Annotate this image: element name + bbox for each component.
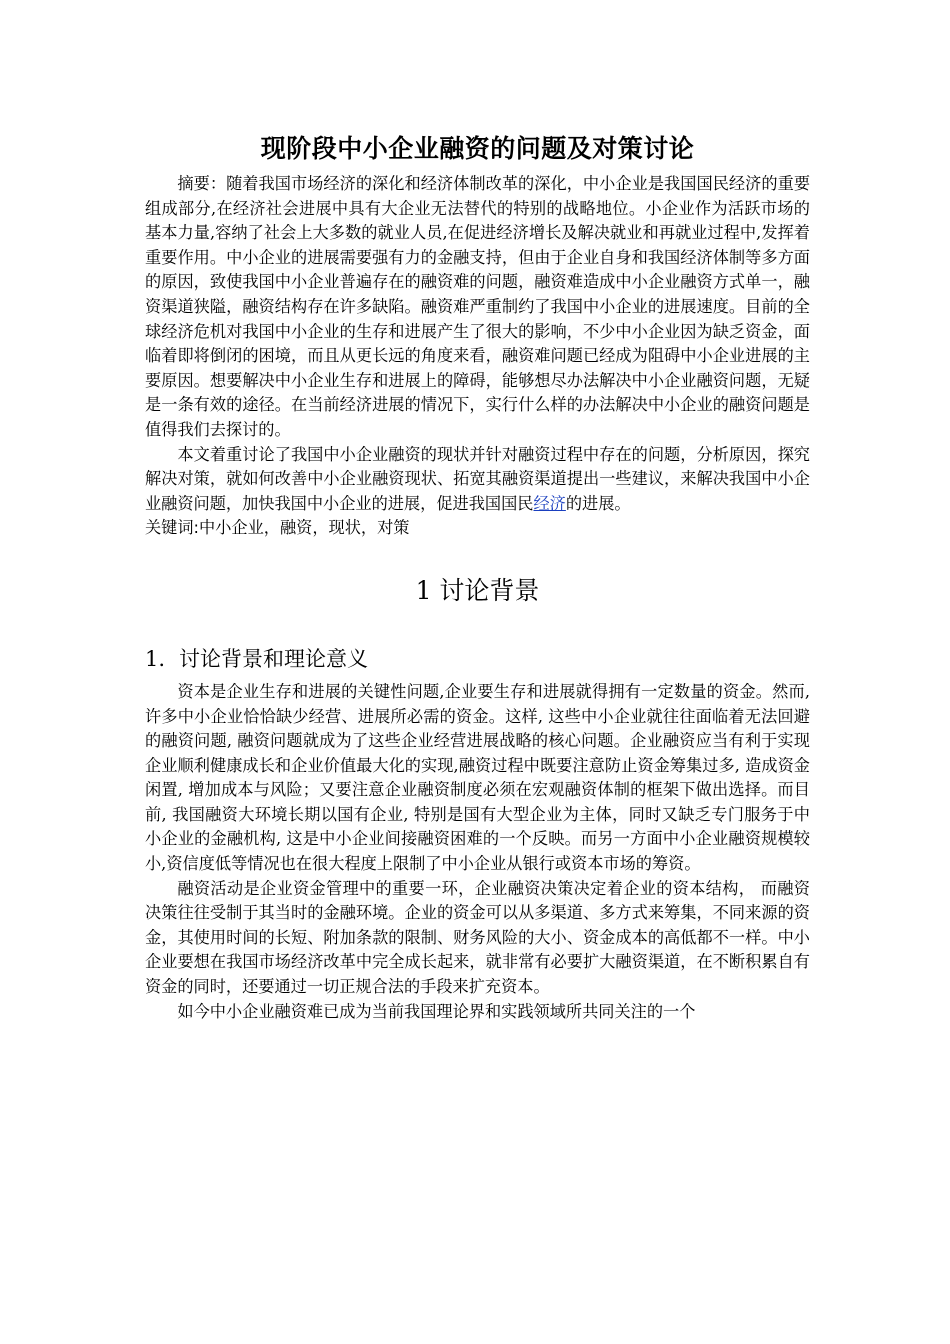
abstract-paragraph-2 bbox=[145, 443, 810, 517]
economy-link[interactable]: 经济 bbox=[533, 493, 566, 513]
document-title: 现阶段中小企业融资的问题及对策讨论 bbox=[260, 134, 695, 163]
section-heading bbox=[145, 642, 810, 676]
section-number: 1. bbox=[145, 646, 166, 671]
abstract-paragraph bbox=[145, 172, 810, 443]
body-paragraph-3: 如今中小企业融资难已成为当前我国理论界和实践领域所共同关注的一个 bbox=[177, 1001, 696, 1021]
body-paragraph-2: 融资活动是企业资金管理中的重要一环，企业融资决策决定着企业的资本结构， 而融资决策往往受制于其当时的金融环境。企业的资金可以从多渠道、多方式来筹集，不同来源的资金，其使用时间的长短、附加条款的限制、财务风险的大小、资金成本的高低都不一样。中小企业要想在我国市场经济改革中完全成长起来，就非常有必要扩大融资渠道，在不断积累自有资金的同时，还要通过一切正规合法的手段来扩充资本。 bbox=[145, 878, 810, 997]
abstract-label: 摘要： bbox=[177, 174, 227, 193]
abstract-text-2b: 的进展。 bbox=[565, 493, 631, 513]
keywords-label: 关键词: bbox=[145, 518, 200, 538]
document-page bbox=[145, 128, 810, 1024]
abstract-text-2a: 本文着重讨论了我国中小企业融资的现状并针对融资过程中存在的问题，分析原因，探究解决对策，就如何改善中小企业融资现状、拓宽其融资渠道提出一些建议，来解决我国中小企业融资问题，加快我国中小企业的进展，促进我国国民 bbox=[145, 444, 810, 513]
chapter-heading: 1 讨论背景 bbox=[415, 575, 540, 605]
keywords-value: 中小企业，融资，现状，对策 bbox=[199, 518, 410, 538]
abstract-text: 随着我国市场经济的深化和经济体制改革的深化，中小企业是我国国民经济的重要组成部分,在经济社会进展中具有大企业无法替代的特别的战略地位。小企业作为活跃市场的基本力量,容纳了社会上大多数的就业人员,在促进经济增长及解决就业和再就业过程中,发挥着重要作用。中小企业的进展需要强有力的金融支持，但由于企业自身和我国经济体制等多方面的原因，致使我国中小企业普遍存在的融资难的问题，融资难造成中小企业融资方式单一，融资渠道狭隘，融资结构存在许多缺陷。融资难严重制约了我国中小企业的进展速度。目前的全球经济危机对我国中小企业的生存和进展产生了很大的影响，不少中小企业因为缺乏资金，面临着即将倒闭的困境，而且从更长远的角度来看，融资难问题已经成为阻碍中小企业进展的主要原因。想要解决中小企业生存和进展上的障碍，能够想尽办法解决中小企业融资问题，无疑是一条有效的途径。在当前经济进展的情况下，实行什么样的办法解决中小企业的融资问题是值得我们去探讨的。 bbox=[145, 174, 811, 439]
section-title: 讨论背景和理论意义 bbox=[179, 646, 369, 671]
keywords-line bbox=[145, 516, 810, 541]
body-paragraph-1: 资本是企业生存和进展的关键性问题,企业要生存和进展就得拥有一定数量的资金。然而, 许多中小企业恰恰缺少经营、进展所必需的资金。这样, 这些中小企业就往往面临着无法回避的融资问题, 融资问题就成为了这些企业经营进展战略的核心问题。企业融资应当有利于实现企业顺利健康成长和企业价值最大化的实现,融资过程中既要注意防止资金筹集过多, 造成资金闲置, 增加成本与风险；又要注意企业融资制度必须在宏观融资体制的框架下做出选择。而目前, 我国融资大环境长期以国有企业, 特别是国有大型企业为主体，同时又缺乏专门服务于中小企业的金融机构, 这是中小企业间接融资困难的一个反映。而另一方面中小企业融资规模较小,资信度低等情况也在很大程度上限制了中小企业从银行或资本市场的筹资。 bbox=[145, 681, 810, 874]
